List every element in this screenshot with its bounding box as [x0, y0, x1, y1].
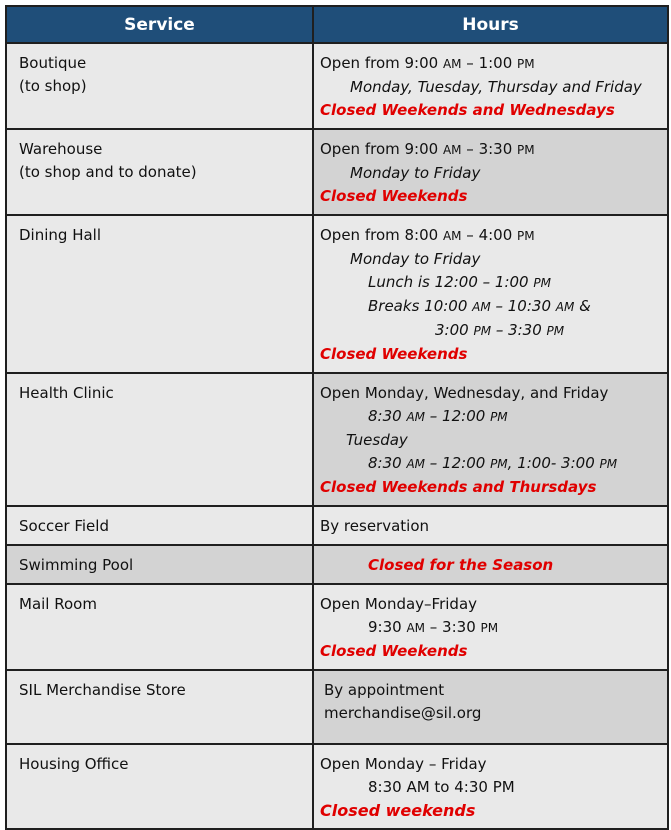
hours-line: Open from 8:00 AM – 4:00 PM — [320, 226, 535, 244]
hours-days: Monday to Friday — [350, 164, 481, 182]
hours-cell — [313, 215, 668, 373]
hours-time: 8:30 AM – 12:00 PM — [368, 407, 508, 425]
service-name: Swimming Pool — [19, 556, 134, 574]
hours-line: Open from 9:00 AM – 1:00 PM — [320, 54, 535, 72]
table-row — [6, 670, 668, 744]
service-cell — [6, 744, 313, 829]
hours-cell — [313, 506, 668, 545]
table-row — [6, 215, 668, 373]
hours-time: 9:30 AM – 3:30 PM — [368, 618, 499, 636]
hours-cell — [313, 43, 668, 129]
hours-cell — [313, 545, 668, 584]
service-note: (to shop and to donate) — [19, 163, 197, 181]
closed-note: Closed Weekends — [320, 187, 468, 205]
service-name: Dining Hall — [19, 226, 101, 244]
hours-time: 8:30 AM to 4:30 PM — [368, 778, 515, 796]
table-row — [6, 506, 668, 545]
contact-email: merchandise@sil.org — [324, 704, 482, 722]
header-row — [6, 6, 668, 43]
table-row — [6, 545, 668, 584]
service-cell — [6, 545, 313, 584]
table-row — [6, 129, 668, 215]
closed-note: Closed Weekends — [320, 345, 468, 363]
closed-note: Closed Weekends and Thursdays — [320, 478, 597, 496]
hours-cell — [313, 129, 668, 215]
break-hours-afternoon: 3:00 PM – 3:30 PM — [435, 321, 565, 339]
closed-note: Closed Weekends — [320, 642, 468, 660]
service-cell — [6, 506, 313, 545]
lunch-hours: Lunch is 12:00 – 1:00 PM — [368, 273, 551, 291]
hours-line: Open Monday – Friday — [320, 755, 487, 773]
break-hours: Breaks 10:00 AM – 10:30 AM & — [368, 297, 591, 315]
hours-days: Tuesday — [346, 431, 408, 449]
hours-cell — [313, 670, 668, 744]
closed-note: Closed Weekends and Wednesdays — [320, 101, 615, 119]
service-column-header: Service — [6, 6, 313, 43]
table-row — [6, 43, 668, 129]
service-name: Boutique — [19, 54, 87, 72]
hours-cell — [313, 584, 668, 670]
service-hours-table — [5, 5, 669, 830]
hours-days: Monday to Friday — [350, 250, 481, 268]
table-row — [6, 373, 668, 506]
service-note: (to shop) — [19, 77, 87, 95]
service-cell — [6, 373, 313, 506]
hours-line: Open Monday–Friday — [320, 595, 478, 613]
hours-line: By reservation — [320, 517, 430, 535]
service-cell — [6, 670, 313, 744]
service-name: Housing Office — [19, 755, 129, 773]
hours-cell — [313, 373, 668, 506]
hours-cell — [313, 744, 668, 829]
hours-time: 8:30 AM – 12:00 PM, 1:00- 3:00 PM — [368, 454, 618, 472]
service-name: Health Clinic — [19, 384, 114, 402]
service-cell — [6, 215, 313, 373]
closed-note: Closed for the Season — [368, 556, 554, 574]
hours-line: By appointment — [324, 681, 445, 699]
service-name: Soccer Field — [19, 517, 109, 535]
service-name: Warehouse — [19, 140, 103, 158]
hours-days: Monday, Tuesday, Thursday and Friday — [350, 78, 642, 96]
closed-note: Closed weekends — [320, 801, 476, 820]
service-cell — [6, 584, 313, 670]
service-name: SIL Merchandise Store — [19, 681, 186, 699]
service-name: Mail Room — [19, 595, 97, 613]
table-row — [6, 744, 668, 829]
table-row — [6, 584, 668, 670]
service-cell — [6, 43, 313, 129]
hours-line: Open from 9:00 AM – 3:30 PM — [320, 140, 535, 158]
hours-column-header: Hours — [313, 6, 668, 43]
service-cell — [6, 129, 313, 215]
hours-line: Open Monday, Wednesday, and Friday — [320, 384, 609, 402]
